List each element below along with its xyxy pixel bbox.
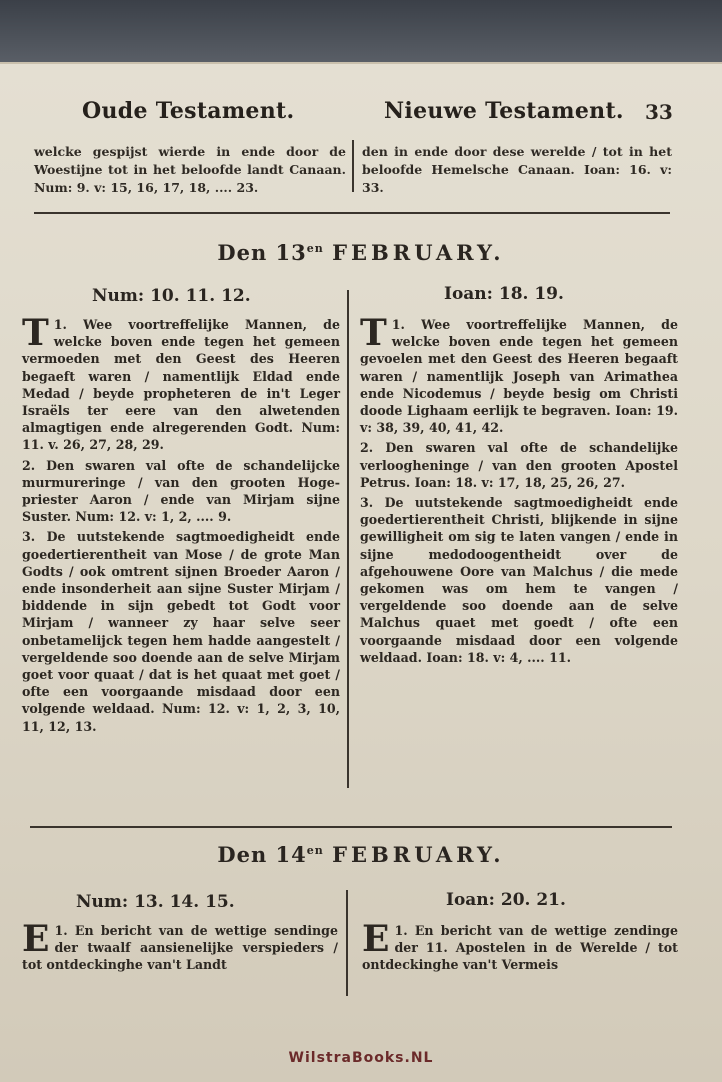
- old-testament-column-13: [22, 312, 341, 738]
- drop-cap: E: [22, 918, 50, 960]
- date-day-13: Den 13: [217, 240, 307, 265]
- column-divider-14: [346, 890, 348, 996]
- section-rule-1: [34, 212, 670, 214]
- drop-cap: T: [360, 312, 387, 354]
- section-rule-2: [30, 826, 672, 828]
- column-divider-13: [347, 290, 349, 788]
- date-month-14: FEBRUARY.: [332, 842, 505, 867]
- continued-text-left: welcke gespijst wierde in ende door de Woestijne tot in het beloofde landt Canaan. Num: 9. v: 15, 16, 17, 18, .... 23.: [34, 144, 346, 195]
- date-sup-13: en: [306, 242, 324, 255]
- paragraph-old-13-1: 1. T Wee voortreffelijke Mannen, de welcke boven ende tegen het gemeen vermoeden met den Geest des Heeren begaeft waren / namentlijk Eldad ende Medad / beyde propheteren de in't Leger Israëls ter eere van den alwetenden almagtigen ende alregerenden Godt. Num: 11. v. 26, 27, 28, 29.: [22, 312, 340, 453]
- date-day-14: Den 14: [217, 842, 307, 867]
- reference-new-13: Ioan: 18. 19.: [444, 284, 564, 304]
- running-header-right: Nieuwe Testament.: [384, 98, 624, 124]
- date-sup-14: en: [306, 844, 324, 857]
- running-header-left: Oude Testament.: [82, 98, 295, 124]
- reference-old-13: Num: 10. 11. 12.: [92, 286, 251, 306]
- date-month-13: FEBRUARY.: [332, 240, 505, 265]
- paragraph-new-13-1: 1. T Wee voortreffelijke Mannen, de welcke boven ende tegen het gemeen gevoelen met den Geest des Heeren begaaft waren / namentlijk Joseph van Arimathea ende Nicodemus / beyde besig om Christi doode Lighaam eerlijk te begraven. Ioan: 19. v: 38, 39, 40, 41, 42.: [360, 312, 678, 436]
- reference-old-14: Num: 13. 14. 15.: [76, 892, 235, 912]
- reference-new-14: Ioan: 20. 21.: [446, 890, 566, 910]
- drop-cap: T: [22, 312, 49, 354]
- continued-text-right: den in ende door dese werelde / tot in het beloofde Hemelsche Canaan. Ioan: 16. v: 33.: [362, 144, 672, 195]
- background-dark-band: [0, 0, 722, 66]
- old-testament-column-14: [22, 918, 338, 977]
- paragraph-old-13-3: 3. De uutstekende sagtmoedigheidt ende goedertierentheit van Mose / de grote Man Godts / ook omtrent sijnen Broeder Aaron / ende insonderheit aan sijne Suster Mirjam / biddende in sijn gebedt tot Godt voor Mirjam / wanneer zy haar selve seer onbetamelijck tegen hem hadde aangestelt / vergeldende soo doende aan de selve Mirjam goet voor quaat / dat is het quaat met goet / ofte een voorgaande misdaad door een volgende weldaad. Num: 12. v: 1, 2, 3, 10, 11, 12, 13.: [22, 529, 341, 734]
- paragraph-old-13-2: 2. Den swaren val ofte de schandelijcke murmureringe / van den grooten Hoge-priester Aaron / ende van Mirjam sijne Suster. Num: 12. v: 1, 2, .... 9.: [22, 457, 341, 525]
- new-testament-column-14: [362, 918, 678, 977]
- column-divider-top: [352, 140, 354, 192]
- paragraph-old-14-1: 1. E En bericht van de wettige sendinge der twaalf aansienelijke verspieders / tot ontdeckinghe van't Landt: [22, 918, 338, 973]
- paragraph-new-13-2: 2. Den swaren val ofte de schandelijke verloogheninge / van den grooten Apostel Petrus. Ioan: 18. v: 17, 18, 25, 26, 27.: [360, 440, 678, 490]
- date-heading-14: [0, 842, 722, 867]
- paragraph-new-13-3: 3. De uutstekende sagtmoedigheidt ende goedertierentheit Christi, blijkende in sijne gewilligheit om sig te laten vangen / ende in sijne medodoogentheidt over de afgehouwene Oore van Malchus / die mede gekomen was om hem te vangen / vergeldende soo doende aan de selve Malchus quaet met goedt / ofte een voorgaande misdaad door een volgende weldaad. Ioan: 18. v: 4, .... 11.: [360, 495, 679, 665]
- drop-cap: E: [362, 918, 390, 960]
- watermark: WilstraBooks.NL: [288, 1050, 434, 1066]
- page-number: 33: [645, 100, 673, 124]
- new-testament-column-13: [360, 312, 679, 669]
- date-heading-13: [0, 240, 722, 265]
- paragraph-new-14-1: 1. E En bericht van de wettige zendinge der 11. Apostelen in de Werelde / tot ontdeckinghe van't Vermeis: [362, 918, 678, 973]
